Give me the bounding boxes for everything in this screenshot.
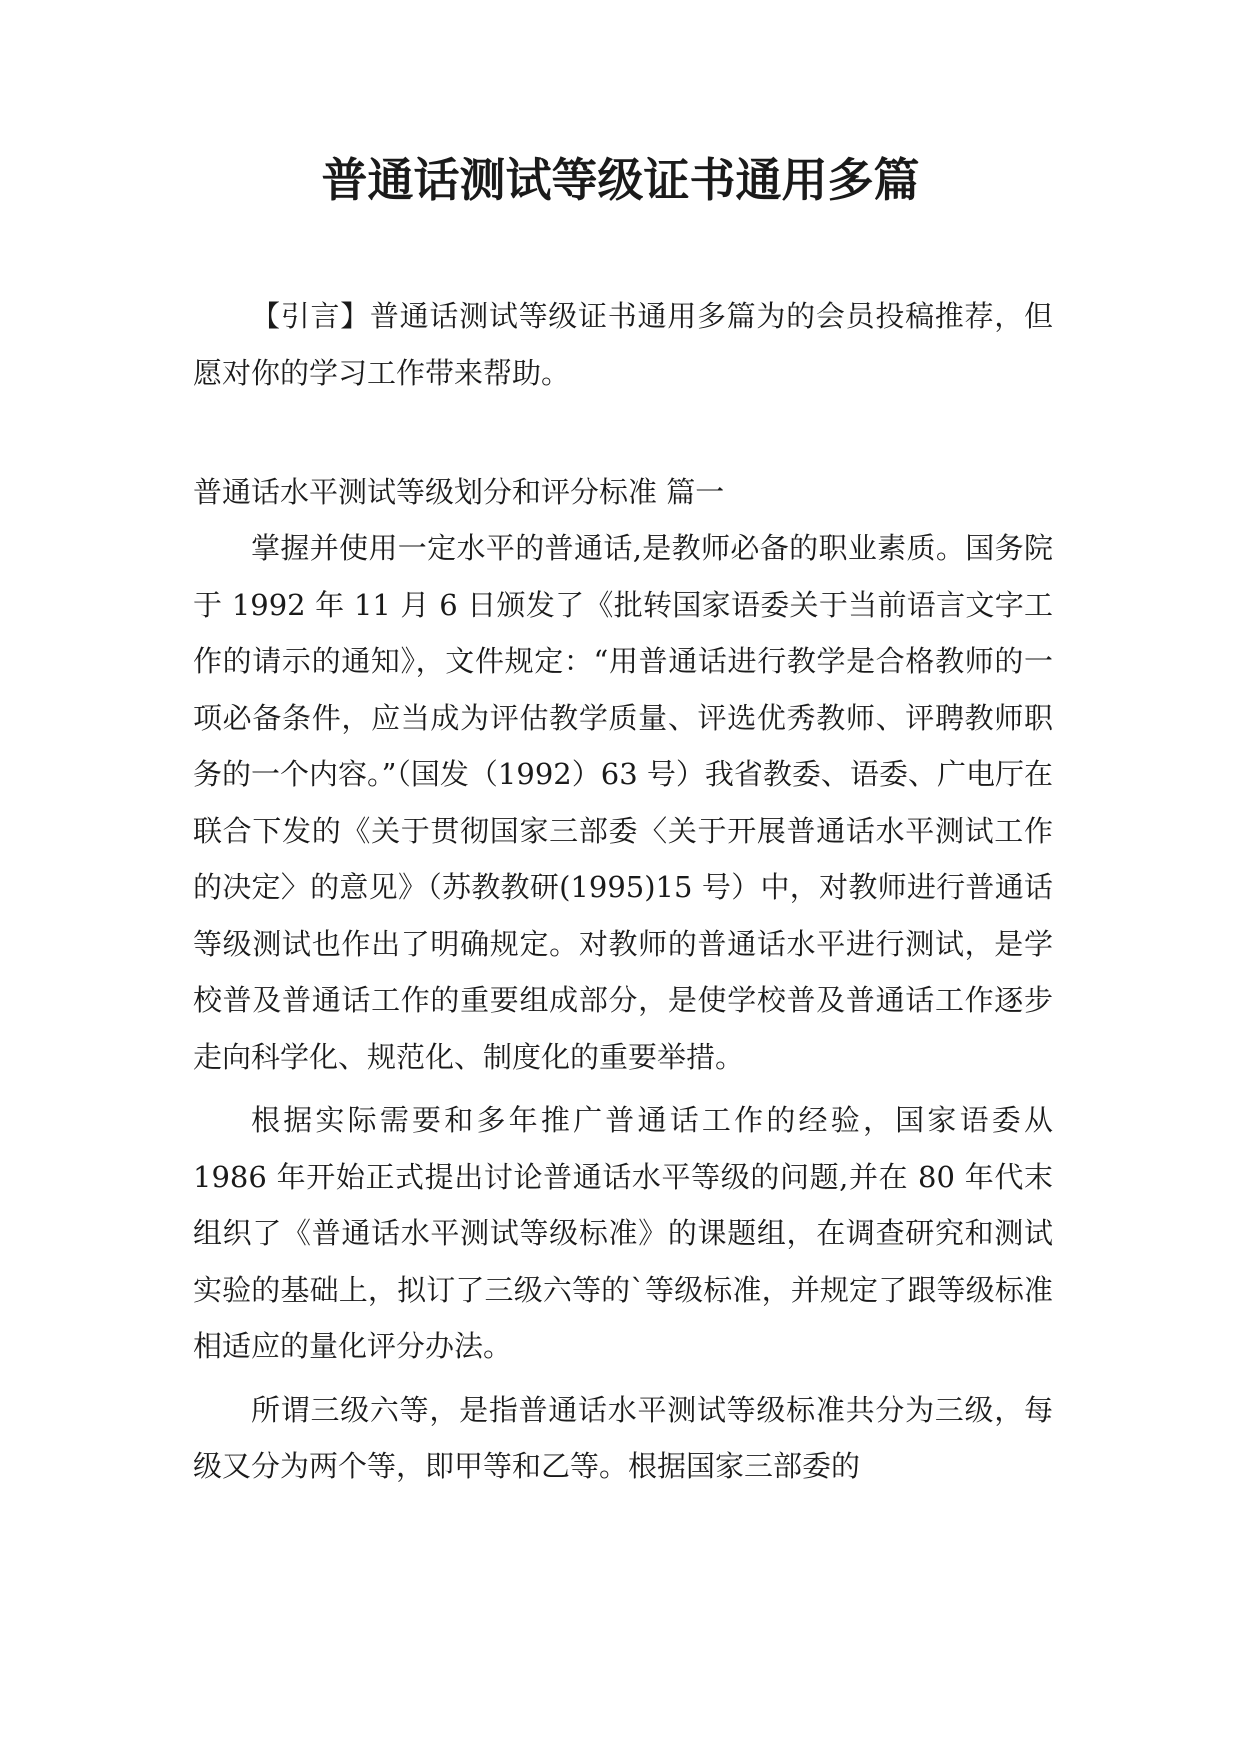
body-paragraph: 掌握并使用一定水平的普通话,是教师必备的职业素质。国务院于 1992 年 11 月 6 日颁发了《批转国家语委关于当前语言文字工作的请示的通知》，文件规定：“用普通话进行教学是合格教师的一项必备条件，应当成为评估教学质量、评选优秀教师、评聘教师职务的一个内容。”（国发（1992）63 号）我省教委、语委、广电厅在联合下发的《关于贯彻国家三部委〈关于开展普通话水平测试工作的决定〉的意见》（苏教教研(1995)15 号）中，对教师进行普通话等级测试也作出了明确规定。对教师的普通话水平进行测试，是学校普及普通话工作的重要组成部分，是使学校普及普通话工作逐步走向科学化、规范化、制度化的重要举措。: [193, 531, 1053, 1074]
body-paragraph: 所谓三级六等，是指普通话水平测试等级标准共分为三级，每级又分为两个等，即甲等和乙等。根据国家三部委的: [193, 1392, 1053, 1483]
section-heading: 普通话水平测试等级划分和评分标准 篇一: [193, 475, 725, 509]
document-title: 普通话测试等级证书通用多篇: [321, 153, 920, 207]
body-paragraph: 根据实际需要和多年推广普通话工作的经验，国家语委从 1986 年开始正式提出讨论普通话水平等级的问题,并在 80 年代末组织了《普通话水平测试等级标准》的课题组，在调查研究和测试实验的基础上，拟订了三级六等的`等级标准，并规定了跟等级标准相适应的量化评分办法。: [193, 1103, 1053, 1363]
body-paragraphs: [193, 520, 1053, 1502]
intro-paragraph: 【引言】普通话测试等级证书通用多篇为的会员投稿推荐，但愿对你的学习工作带来帮助。: [193, 299, 1053, 390]
